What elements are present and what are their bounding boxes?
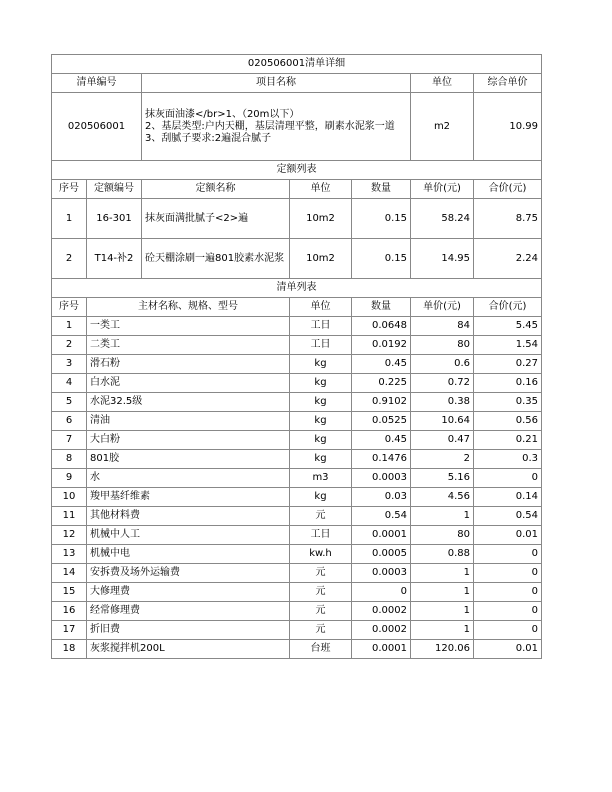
material-name: 水 xyxy=(87,469,290,488)
material-price: 1 xyxy=(411,583,474,602)
material-qty: 0.0001 xyxy=(352,640,411,659)
material-no: 5 xyxy=(52,393,87,412)
material-row xyxy=(52,412,542,431)
material-row xyxy=(52,450,542,469)
bill-price: 10.99 xyxy=(474,93,542,161)
material-no: 11 xyxy=(52,507,87,526)
material-qty: 0 xyxy=(352,583,411,602)
material-name: 大修理费 xyxy=(87,583,290,602)
material-name: 801胶 xyxy=(87,450,290,469)
material-total: 0 xyxy=(474,545,542,564)
material-unit: kw.h xyxy=(290,545,352,564)
material-name: 灰浆搅拌机200L xyxy=(87,640,290,659)
material-total: 0.54 xyxy=(474,507,542,526)
quota-name-header: 定额名称 xyxy=(142,180,290,199)
material-qty: 0.0648 xyxy=(352,317,411,336)
material-row xyxy=(52,602,542,621)
material-total: 0 xyxy=(474,621,542,640)
quota-code: T14-补2 xyxy=(87,239,142,279)
material-row xyxy=(52,507,542,526)
material-price: 1 xyxy=(411,621,474,640)
bill-unit-header: 单位 xyxy=(411,74,474,93)
material-row xyxy=(52,583,542,602)
material-qty: 0.45 xyxy=(352,355,411,374)
material-price: 1 xyxy=(411,564,474,583)
material-total: 0.14 xyxy=(474,488,542,507)
page-title: 020506001清单详细 xyxy=(52,55,542,74)
material-total: 0.01 xyxy=(474,526,542,545)
material-total: 0 xyxy=(474,602,542,621)
material-row xyxy=(52,431,542,450)
material-price: 120.06 xyxy=(411,640,474,659)
material-qty: 0.225 xyxy=(352,374,411,393)
material-row xyxy=(52,355,542,374)
material-name: 经常修理费 xyxy=(87,602,290,621)
material-name: 安拆费及场外运输费 xyxy=(87,564,290,583)
material-row xyxy=(52,336,542,355)
quota-section-title: 定额列表 xyxy=(52,161,542,180)
material-no: 9 xyxy=(52,469,87,488)
quota-total-header: 合价(元) xyxy=(474,180,542,199)
material-total: 0.16 xyxy=(474,374,542,393)
material-name: 机械中人工 xyxy=(87,526,290,545)
material-row xyxy=(52,488,542,507)
quota-unit-header: 单位 xyxy=(290,180,352,199)
bill-detail-table xyxy=(51,54,542,659)
bill-name-line-1: 抹灰面油漆</br>1、（20m以下） xyxy=(145,108,300,120)
material-no: 6 xyxy=(52,412,87,431)
material-total: 0.3 xyxy=(474,450,542,469)
material-no: 17 xyxy=(52,621,87,640)
material-unit: kg xyxy=(290,374,352,393)
material-name: 二类工 xyxy=(87,336,290,355)
quota-qty: 0.15 xyxy=(352,199,411,239)
material-unit: kg xyxy=(290,355,352,374)
materials-no-header: 序号 xyxy=(52,298,87,317)
material-name: 清油 xyxy=(87,412,290,431)
material-total: 0.21 xyxy=(474,431,542,450)
material-qty: 0.03 xyxy=(352,488,411,507)
material-row xyxy=(52,545,542,564)
material-name: 大白粉 xyxy=(87,431,290,450)
quota-code: 16-301 xyxy=(87,199,142,239)
material-unit: kg xyxy=(290,488,352,507)
material-no: 12 xyxy=(52,526,87,545)
quota-no: 1 xyxy=(52,199,87,239)
material-qty: 0.0525 xyxy=(352,412,411,431)
material-price: 80 xyxy=(411,526,474,545)
material-total: 0 xyxy=(474,564,542,583)
material-qty: 0.0001 xyxy=(352,526,411,545)
bill-name-line-3: 3、刮腻子要求:2遍混合腻子 xyxy=(145,132,272,144)
material-no: 16 xyxy=(52,602,87,621)
material-qty: 0.1476 xyxy=(352,450,411,469)
quota-code-header: 定额编号 xyxy=(87,180,142,199)
material-price: 0.88 xyxy=(411,545,474,564)
materials-qty-header: 数量 xyxy=(352,298,411,317)
materials-section-title: 清单列表 xyxy=(52,279,542,298)
bill-price-header: 综合单价 xyxy=(474,74,542,93)
material-price: 5.16 xyxy=(411,469,474,488)
material-total: 0 xyxy=(474,469,542,488)
quota-price-header: 单价(元) xyxy=(411,180,474,199)
material-row xyxy=(52,317,542,336)
material-price: 1 xyxy=(411,507,474,526)
material-price: 1 xyxy=(411,602,474,621)
material-qty: 0.0192 xyxy=(352,336,411,355)
material-unit: 工日 xyxy=(290,526,352,545)
material-total: 0.01 xyxy=(474,640,542,659)
bill-code: 020506001 xyxy=(52,93,142,161)
material-unit: 元 xyxy=(290,583,352,602)
bill-name-line-2: 2、基层类型:户内天棚，基层清理平整，刷素水泥浆一道 xyxy=(145,120,395,132)
material-price: 0.38 xyxy=(411,393,474,412)
material-qty: 0.0003 xyxy=(352,564,411,583)
quota-qty: 0.15 xyxy=(352,239,411,279)
bill-unit: m2 xyxy=(411,93,474,161)
material-total: 5.45 xyxy=(474,317,542,336)
material-row xyxy=(52,526,542,545)
material-no: 10 xyxy=(52,488,87,507)
bill-name-header: 项目名称 xyxy=(142,74,411,93)
material-qty: 0.9102 xyxy=(352,393,411,412)
material-unit: 工日 xyxy=(290,317,352,336)
materials-total-header: 合价(元) xyxy=(474,298,542,317)
quota-unit: 10m2 xyxy=(290,239,352,279)
material-price: 0.72 xyxy=(411,374,474,393)
material-qty: 0.0005 xyxy=(352,545,411,564)
materials-unit-header: 单位 xyxy=(290,298,352,317)
material-no: 15 xyxy=(52,583,87,602)
material-unit: m3 xyxy=(290,469,352,488)
material-unit: 工日 xyxy=(290,336,352,355)
material-unit: kg xyxy=(290,431,352,450)
material-price: 2 xyxy=(411,450,474,469)
quota-unit: 10m2 xyxy=(290,199,352,239)
material-unit: 元 xyxy=(290,621,352,640)
quota-total: 8.75 xyxy=(474,199,542,239)
material-unit: 元 xyxy=(290,507,352,526)
material-name: 滑石粉 xyxy=(87,355,290,374)
material-name: 机械中电 xyxy=(87,545,290,564)
material-name: 其他材料费 xyxy=(87,507,290,526)
quota-name: 砼天棚涂刷一遍801胶素水泥浆 xyxy=(142,239,290,279)
material-row xyxy=(52,374,542,393)
material-no: 14 xyxy=(52,564,87,583)
material-unit: kg xyxy=(290,450,352,469)
bill-name xyxy=(142,93,411,161)
material-unit: 台班 xyxy=(290,640,352,659)
bill-code-header: 清单编号 xyxy=(52,74,142,93)
material-total: 0.56 xyxy=(474,412,542,431)
material-name: 一类工 xyxy=(87,317,290,336)
material-total: 1.54 xyxy=(474,336,542,355)
material-price: 0.47 xyxy=(411,431,474,450)
material-price: 0.6 xyxy=(411,355,474,374)
materials-name-header: 主材名称、规格、型号 xyxy=(87,298,290,317)
material-row xyxy=(52,621,542,640)
material-row xyxy=(52,393,542,412)
material-no: 8 xyxy=(52,450,87,469)
material-row xyxy=(52,640,542,659)
materials-price-header: 单价(元) xyxy=(411,298,474,317)
material-total: 0 xyxy=(474,583,542,602)
material-total: 0.35 xyxy=(474,393,542,412)
material-price: 4.56 xyxy=(411,488,474,507)
material-no: 13 xyxy=(52,545,87,564)
material-name: 白水泥 xyxy=(87,374,290,393)
material-qty: 0.45 xyxy=(352,431,411,450)
material-no: 2 xyxy=(52,336,87,355)
material-no: 1 xyxy=(52,317,87,336)
quota-row xyxy=(52,199,542,239)
material-qty: 0.0003 xyxy=(352,469,411,488)
material-name: 折旧费 xyxy=(87,621,290,640)
material-unit: kg xyxy=(290,393,352,412)
material-price: 80 xyxy=(411,336,474,355)
material-qty: 0.0002 xyxy=(352,602,411,621)
quota-row xyxy=(52,239,542,279)
material-no: 4 xyxy=(52,374,87,393)
material-qty: 0.0002 xyxy=(352,621,411,640)
material-qty: 0.54 xyxy=(352,507,411,526)
quota-price: 58.24 xyxy=(411,199,474,239)
material-unit: 元 xyxy=(290,564,352,583)
material-price: 84 xyxy=(411,317,474,336)
material-no: 3 xyxy=(52,355,87,374)
material-row xyxy=(52,564,542,583)
quota-no-header: 序号 xyxy=(52,180,87,199)
quota-qty-header: 数量 xyxy=(352,180,411,199)
material-name: 羧甲基纤维素 xyxy=(87,488,290,507)
material-total: 0.27 xyxy=(474,355,542,374)
material-no: 18 xyxy=(52,640,87,659)
quota-total: 2.24 xyxy=(474,239,542,279)
material-unit: 元 xyxy=(290,602,352,621)
quota-no: 2 xyxy=(52,239,87,279)
material-row xyxy=(52,469,542,488)
material-unit: kg xyxy=(290,412,352,431)
quota-price: 14.95 xyxy=(411,239,474,279)
material-price: 10.64 xyxy=(411,412,474,431)
material-no: 7 xyxy=(52,431,87,450)
quota-name: 抹灰面满批腻子<2>遍 xyxy=(142,199,290,239)
material-name: 水泥32.5级 xyxy=(87,393,290,412)
